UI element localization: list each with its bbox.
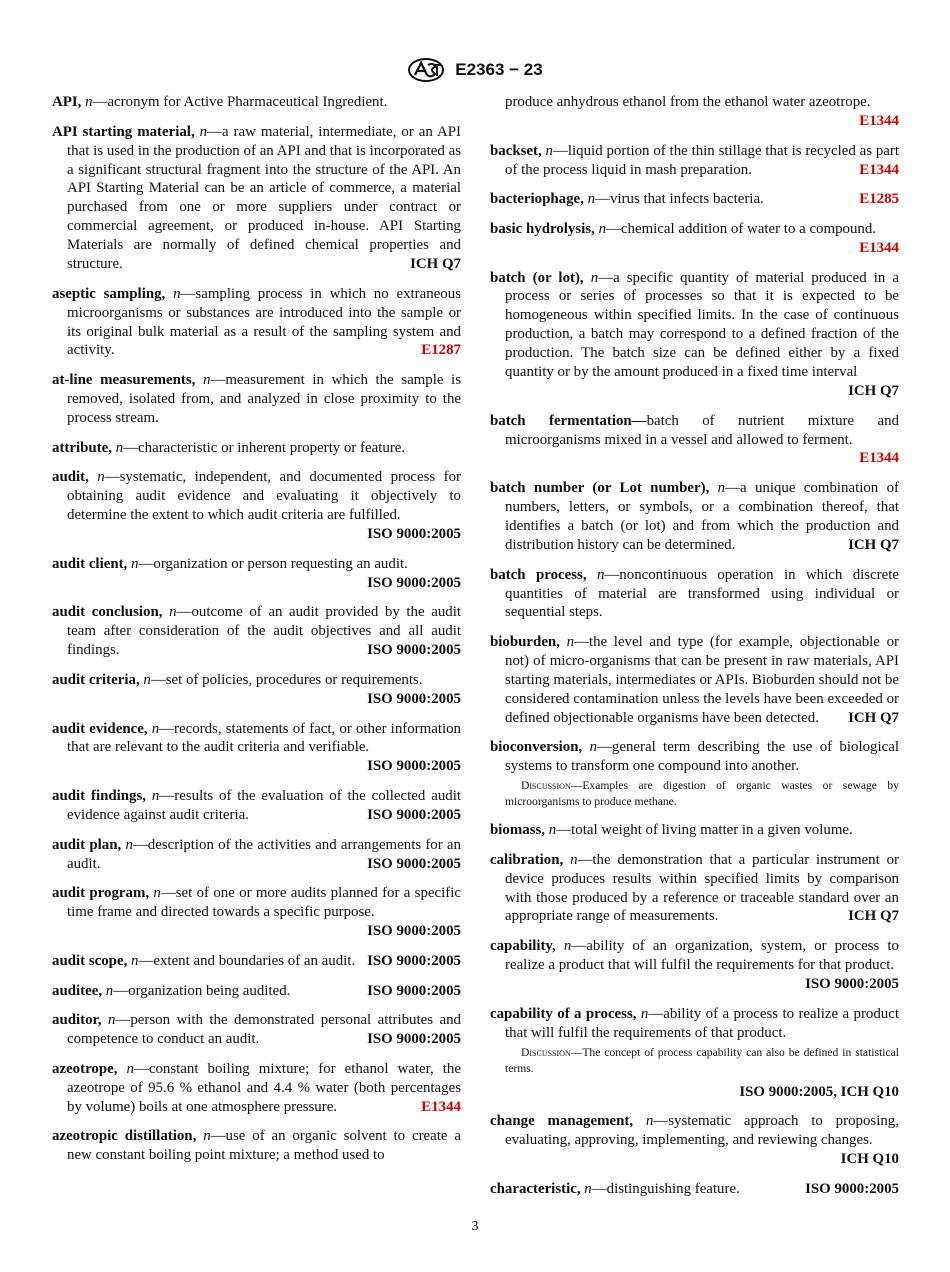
- glossary-entry: [52, 371, 461, 428]
- entry-definition: —description of the activities and arrangements for an audit.: [67, 836, 461, 872]
- entry-reference: ICH Q10: [840, 1151, 899, 1168]
- glossary-entry: [490, 821, 899, 840]
- glossary-entry: [490, 1180, 899, 1199]
- entry-definition: —use of an organic solvent to create a new constant boiling point mixture; a method used to: [67, 1128, 461, 1164]
- entry-term: audit program,: [52, 885, 150, 902]
- entry-definition: —distinguishing feature.: [591, 1180, 740, 1197]
- entry-reference: E1344: [859, 112, 899, 129]
- entry-part-of-speech: n: [717, 480, 726, 497]
- entry-reference: ISO 9000:2005: [367, 1031, 461, 1048]
- entry-definition: —noncontinuous operation in which discrete quantities of material are transformed using individual or sequential steps.: [505, 566, 899, 621]
- entry-part-of-speech: n: [645, 1113, 654, 1130]
- discussion-label: Discussion: [521, 779, 571, 793]
- entry-reference: ISO 9000:2005: [805, 1180, 899, 1197]
- entry-discussion: [505, 778, 899, 810]
- glossary-entry: [490, 937, 899, 994]
- entry-definition: —acronym for Active Pharmaceutical Ingredient.: [92, 94, 388, 110]
- entry-term: batch number (or Lot number),: [490, 480, 710, 497]
- entry-definition: —set of one or more audits planned for a specific time frame and directed towards a specific purpose.: [67, 885, 461, 921]
- entry-reference: ISO 9000:2005: [367, 806, 461, 823]
- glossary-entry: [490, 190, 899, 209]
- entry-reference: E1344: [421, 1098, 461, 1115]
- entry-term: auditor,: [52, 1012, 102, 1029]
- left-column: [52, 93, 461, 1176]
- entry-definition: —constant boiling mixture; for ethanol water, the azeotrope of 95.6 % ethanol and 4.4 % water (both percentages by volume) boils at one atmosphere pressure.: [67, 1060, 461, 1115]
- entry-part-of-speech: n: [173, 285, 181, 302]
- entry-part-of-speech: n: [131, 555, 139, 572]
- entry-part-of-speech: n: [566, 634, 575, 651]
- entry-reference: ISO 9000:2005: [367, 855, 461, 872]
- entry-part-of-speech: n: [570, 851, 578, 868]
- entry-part-of-speech: n: [587, 191, 596, 208]
- entry-part-of-speech: n: [126, 1060, 134, 1077]
- entry-reference: ISO 9000:2005: [367, 982, 461, 999]
- entry-term: biomass,: [490, 822, 546, 839]
- entry-part-of-speech: n: [199, 123, 208, 140]
- entry-term: batch process,: [490, 566, 587, 583]
- glossary-entry: [490, 1005, 899, 1102]
- glossary-entry: [52, 439, 461, 458]
- entry-term: attribute,: [52, 439, 112, 456]
- entry-part-of-speech: n: [115, 439, 124, 456]
- entry-definition: —systematic approach to proposing, evaluating, approving, implementing, and reviewing changes.: [505, 1113, 899, 1149]
- entry-part-of-speech: n: [97, 469, 105, 486]
- entry-term: characteristic,: [490, 1180, 581, 1197]
- entry-reference: ICH Q7: [848, 908, 899, 925]
- entry-reference: ISO 9000:2005: [367, 642, 461, 659]
- glossary-entry: [52, 884, 461, 941]
- entry-reference: ISO 9000:2005: [367, 758, 461, 775]
- glossary-entry: [490, 142, 899, 180]
- entry-definition: batch of nutrient mixture and microorganisms mixed in a vessel and allowed to ferment.: [505, 412, 899, 448]
- glossary-entry: [52, 787, 461, 825]
- glossary-entry: [490, 566, 899, 623]
- glossary-entry: [52, 555, 461, 593]
- entry-term: change management,: [490, 1113, 634, 1130]
- entry-part-of-speech: n: [203, 1128, 211, 1145]
- glossary-entry: [52, 1060, 461, 1117]
- entry-reference: ISO 9000:2005: [367, 690, 461, 707]
- astm-logo-icon: [407, 57, 445, 83]
- glossary-entry: [490, 93, 899, 131]
- entry-reference: ICH Q7: [410, 256, 461, 273]
- entry-part-of-speech: n: [589, 739, 598, 756]
- entry-definition: —records, statements of fact, or other information that are relevant to the audit criteria and verifiable.: [67, 720, 461, 756]
- entry-part-of-speech: n: [590, 269, 599, 286]
- page-number: 3: [471, 1219, 479, 1234]
- entry-term: azeotrope,: [52, 1060, 118, 1077]
- entry-definition: —sampling process in which no extraneous microorganisms or substances are introduced into the sample or its original bulk material as a result of the sampling system and activity.: [67, 285, 461, 359]
- entry-part-of-speech: n: [548, 822, 557, 839]
- entry-term: azeotropic distillation,: [52, 1128, 197, 1145]
- entry-definition: —chemical addition of water to a compound.: [606, 220, 877, 237]
- entry-definition: —a unique combination of numbers, letters, or symbols, or a combination thereof, that identifies a batch (or lot) and from which the production and distribution history can be determined.: [505, 480, 899, 553]
- entry-definition: produce anhydrous ethanol from the ethanol water azeotrope.: [505, 94, 871, 110]
- entry-term: bioconversion,: [490, 739, 583, 756]
- discussion-label: Discussion: [521, 1045, 571, 1059]
- entry-reference: ICH Q7: [848, 382, 899, 399]
- entry-part-of-speech: n: [125, 836, 133, 853]
- glossary-entry: [52, 952, 461, 971]
- entry-part-of-speech: n: [545, 142, 553, 159]
- entry-definition: —general term describing the use of biological systems to transform one compound into another.: [505, 739, 899, 775]
- discussion-text: —Examples are digestion of organic wastes or sewage by microorganisms to produce methane.: [505, 779, 899, 809]
- entry-term: audit criteria,: [52, 671, 140, 688]
- entry-reference: ISO 9000:2005: [367, 923, 461, 940]
- entry-term: basic hydrolysis,: [490, 220, 595, 237]
- entry-definition: —set of policies, procedures or requirements.: [150, 671, 423, 688]
- entry-definition: —virus that infects bacteria.: [595, 191, 764, 208]
- entry-part-of-speech: n: [169, 604, 177, 621]
- entry-part-of-speech: n: [107, 1012, 116, 1029]
- glossary-entry: [490, 269, 899, 401]
- entry-part-of-speech: n: [151, 720, 160, 737]
- glossary-entry: [52, 1011, 461, 1049]
- entry-term: capability,: [490, 938, 556, 955]
- entry-reference: ICH Q7: [848, 709, 899, 726]
- entry-definition: —extent and boundaries of an audit.: [138, 952, 356, 969]
- entry-reference: ISO 9000:2005, ICH Q10: [739, 1083, 899, 1100]
- glossary-entry: [52, 468, 461, 544]
- entry-term: API starting material,: [52, 123, 195, 140]
- entry-part-of-speech: n: [105, 982, 114, 999]
- entry-reference: E1344: [859, 239, 899, 256]
- entry-definition: —the demonstration that a particular instrument or device produces results within specified limits by comparison with those produced by a reference or traceable standard over an appropriate range of measurements.: [505, 851, 899, 925]
- entry-term: audit findings,: [52, 788, 147, 805]
- glossary-entry: [490, 851, 899, 927]
- entry-term: backset,: [490, 142, 542, 159]
- entry-part-of-speech: n: [563, 938, 572, 955]
- glossary-entry: [52, 603, 461, 660]
- entry-part-of-speech: n: [85, 94, 93, 110]
- entry-reference: E1344: [859, 450, 899, 467]
- glossary-entry: [490, 412, 899, 469]
- entry-term: audit plan,: [52, 836, 122, 853]
- glossary-entry: [52, 285, 461, 361]
- discussion-text: —The concept of process capability can also be defined in statistical terms.: [505, 1045, 899, 1075]
- entry-part-of-speech: n: [598, 220, 607, 237]
- entry-definition: —liquid portion of the thin stillage that is recycled as part of the process liquid in mash preparation.: [505, 142, 899, 178]
- entry-term: audit,: [52, 469, 89, 486]
- glossary-entry: [52, 720, 461, 777]
- entry-reference: E1344: [859, 161, 899, 178]
- entry-part-of-speech: n: [151, 788, 160, 805]
- entry-definition: —a raw material, intermediate, or an API that is used in the production of an API and that is incorporated as a significant structural fragment into the structure of the API. An API Starting Material can be an article of commerce, a material purchased from one or more suppliers under contract or commercial agreement, or produced in-house. API Starting Materials are normally of defined chemical properties and structure.: [67, 123, 461, 273]
- glossary-entry: [490, 738, 899, 810]
- entry-part-of-speech: n: [131, 952, 139, 969]
- entry-term: audit client,: [52, 555, 128, 572]
- entry-term: auditee,: [52, 982, 103, 999]
- glossary-entry: [52, 1127, 461, 1165]
- entry-part-of-speech: n: [596, 566, 605, 583]
- entry-reference: ISO 9000:2005: [367, 952, 461, 969]
- glossary-entry: [52, 93, 461, 112]
- entry-definition: —ability of a process to realize a product that will fulfil the requirements of that product.: [505, 1005, 899, 1041]
- entry-part-of-speech: n: [584, 1180, 592, 1197]
- entry-term: audit conclusion,: [52, 604, 163, 621]
- entry-reference: E1287: [421, 342, 461, 359]
- entry-reference: E1285: [859, 191, 899, 208]
- entry-part-of-speech: n: [143, 671, 151, 688]
- right-column: [490, 93, 899, 1209]
- entry-term: audit scope,: [52, 952, 128, 969]
- entry-definition: —organization being audited.: [113, 982, 291, 999]
- entry-term: batch (or lot),: [490, 269, 584, 286]
- entry-term: bacteriophage,: [490, 191, 584, 208]
- glossary-entry: [490, 479, 899, 555]
- entry-definition: —systematic, independent, and documented process for obtaining audit evidence and evaluating it objectively to determine the extent to which audit criteria are fulfilled.: [67, 469, 462, 524]
- entry-definition: —a specific quantity of material produced in a process or series of processes so that it is expected to be homogeneous within specified limits. In the case of continuous production, a batch may correspond to a defined fraction of the production. The batch size can be defined either by a fixed quantity or by the amount produced in a fixed time interval: [505, 269, 899, 381]
- entry-definition: —the level and type (for example, objectionable or not) of micro-organisms that can be present in raw materials, API starting materials, intermediates or APIs. Bioburden should not be considered contamination unless the levels have been exceeded or defined objectionable organisms have been detected.: [505, 634, 899, 726]
- entry-term: audit evidence,: [52, 720, 148, 737]
- glossary-entry: [52, 123, 461, 274]
- entry-reference: ICH Q7: [848, 536, 899, 553]
- entry-reference: ISO 9000:2005: [805, 976, 899, 992]
- entry-definition: —person with the demonstrated personal attributes and competence to conduct an audit.: [67, 1012, 461, 1048]
- entry-term: aseptic sampling,: [52, 285, 166, 302]
- standard-designation: E2363 − 23: [455, 60, 543, 79]
- entry-definition: —total weight of living matter in a given volume.: [556, 822, 853, 839]
- glossary-entry: [52, 836, 461, 874]
- glossary-entry: [52, 671, 461, 709]
- entry-term: capability of a process,: [490, 1005, 637, 1022]
- glossary-entry: [490, 1112, 899, 1169]
- entry-definition: —outcome of an audit provided by the audit team after consideration of the audit objectives and all audit findings.: [67, 604, 462, 659]
- glossary-entry: [490, 633, 899, 728]
- entry-reference: ISO 9000:2005: [367, 574, 461, 591]
- entry-definition: —measurement in which the sample is removed, isolated from, and analyzed in close proximity to the process stream.: [67, 372, 461, 426]
- entry-definition: —characteristic or inherent property or feature.: [123, 439, 406, 456]
- glossary-entry: [52, 982, 461, 1001]
- entry-definition: —ability of an organization, system, or process to realize a product that will fulfil the requirements for that product.: [505, 938, 899, 974]
- entry-term: at-line measurements,: [52, 372, 196, 389]
- entry-definition: —results of the evaluation of the collected audit evidence against audit criteria.: [67, 788, 461, 823]
- entry-part-of-speech: n: [203, 372, 211, 389]
- entry-definition: —organization or person requesting an audit.: [138, 555, 408, 572]
- entry-term: API,: [52, 94, 82, 110]
- entry-term: bioburden,: [490, 634, 560, 651]
- entry-term: batch fermentation—: [490, 412, 647, 429]
- entry-discussion: [505, 1045, 899, 1077]
- entry-part-of-speech: n: [640, 1005, 649, 1022]
- glossary-entry: [490, 220, 899, 258]
- entry-reference: ISO 9000:2005: [367, 526, 461, 543]
- page-header: [0, 57, 950, 83]
- entry-term: calibration,: [490, 851, 564, 868]
- entry-part-of-speech: n: [153, 885, 161, 902]
